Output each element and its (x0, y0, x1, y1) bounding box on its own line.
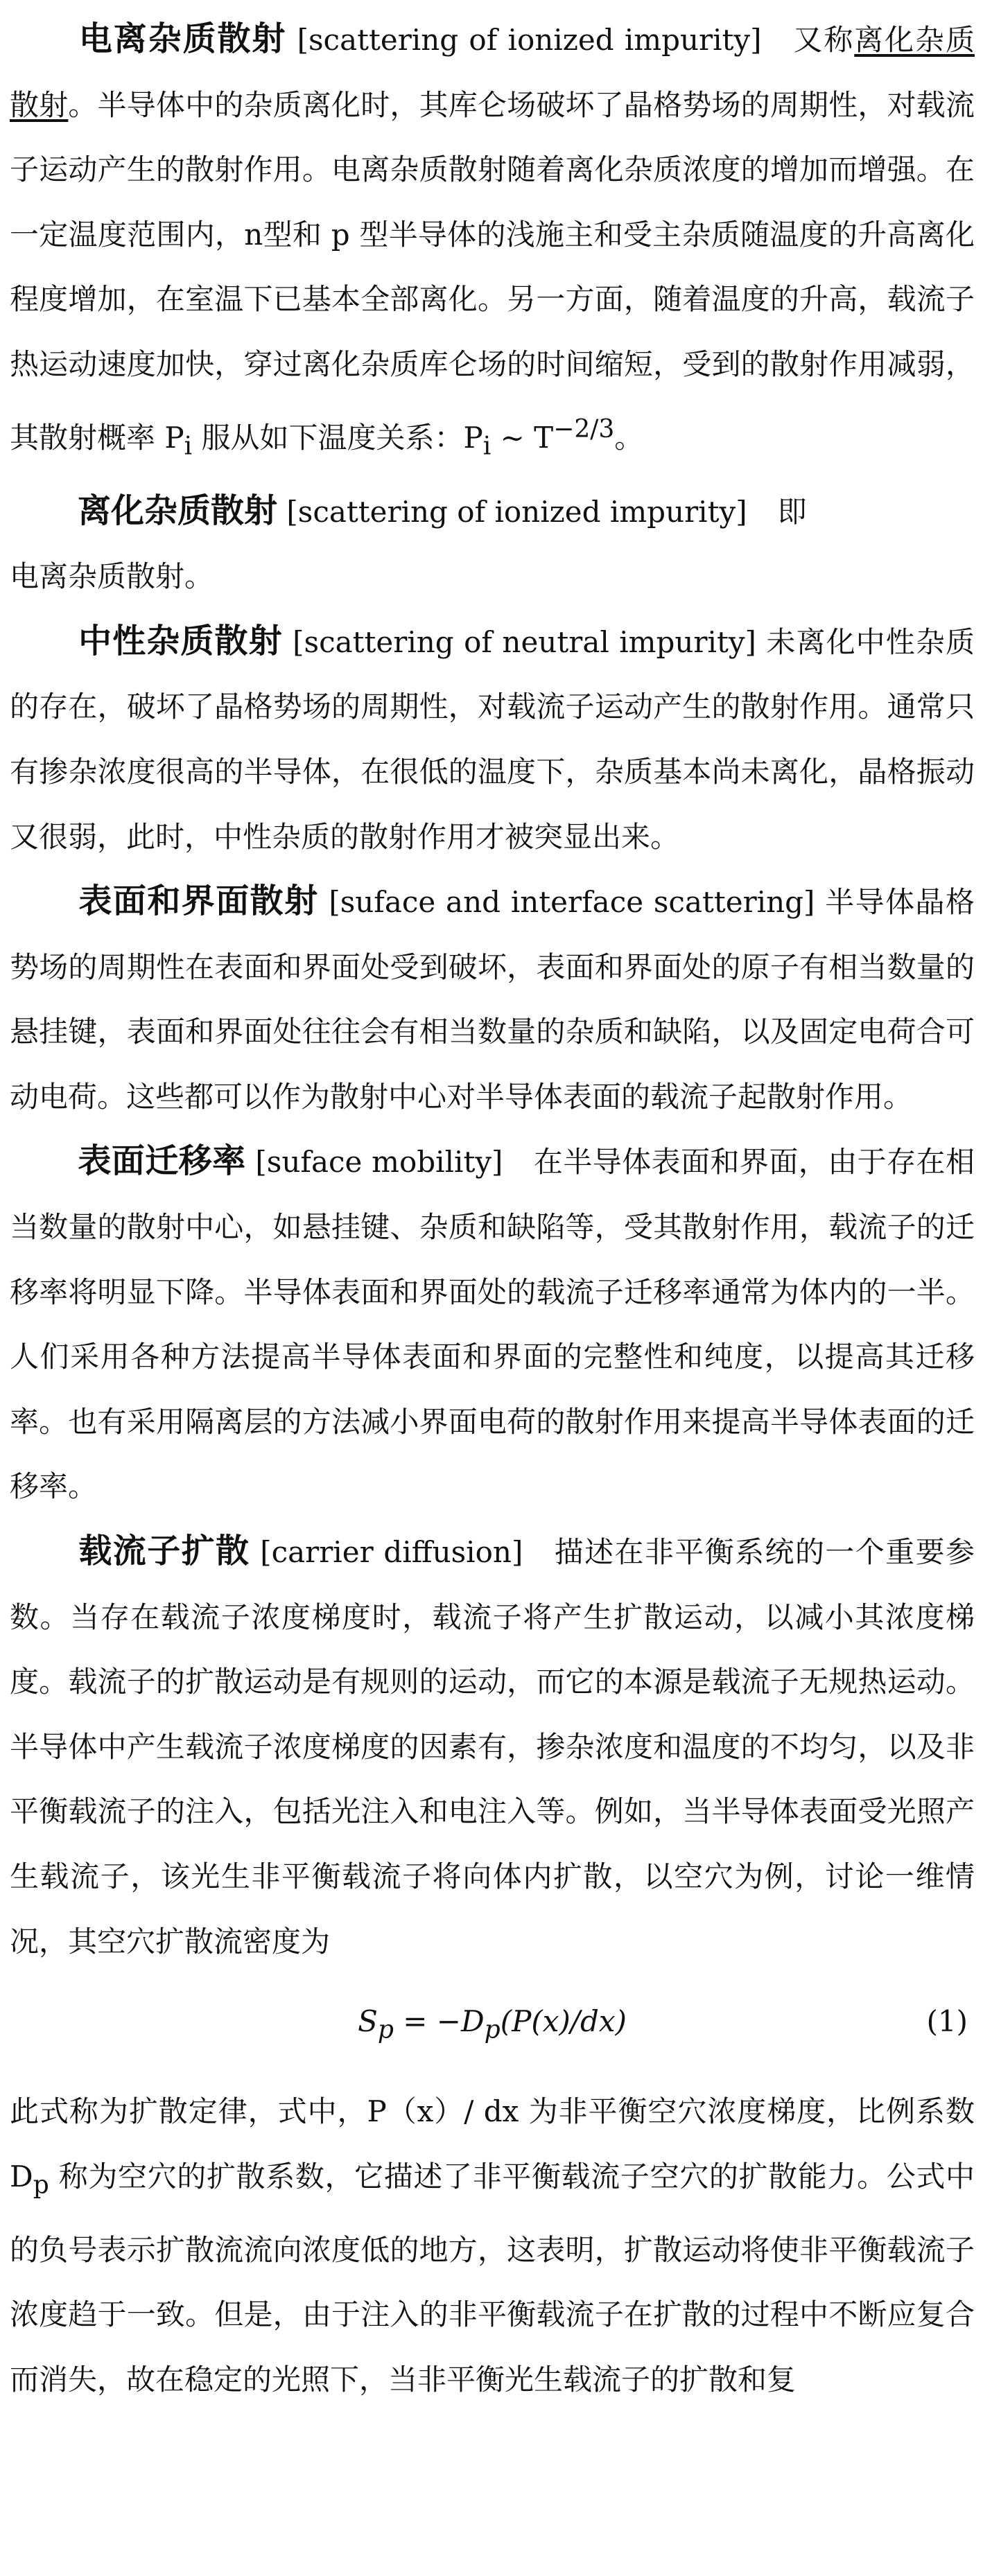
entry-text: 描述在非平衡系统的一个重要参数。当存在载流子浓度梯度时，载流子将产生扩散运动，以减小其浓度梯度。载流子的扩散运动是有规则的运动，而它的本源是载流子无规热运动。半导体中产生载流子浓度梯度的因素有，掺杂浓度和温度的不均匀，以及非平衡载流子的注入，包括光注入和电注入等。例如，当半导体表面受光照产生载流子，该光生非平衡载流子将向体内扩散，以空穴为例，讨论一维情况，其空穴扩散流密度为 (10, 1535, 975, 1959)
term-english: [suface and interface scattering] (329, 885, 815, 920)
term-title: 表面迁移率 (78, 1141, 246, 1181)
formula-expression: $S_p = -D_p(P(x)/dx)$ (358, 2004, 627, 2044)
entry-text-cont: 电离杂质散射。 (10, 559, 214, 594)
entry-carrier-diffusion (10, 1519, 975, 1974)
term-title: 电离杂质散射 (78, 19, 287, 58)
term-title: 表面和界面散射 (78, 882, 319, 921)
term-english: [scattering of ionized impurity] (286, 494, 747, 529)
entry-text: 即 (777, 494, 807, 529)
entry-ionized-impurity-scattering (10, 7, 975, 479)
term-english: [suface mobility] (255, 1145, 503, 1180)
entry-text: 未离化中性杂质的存在，破坏了晶格势场的周期性，对载流子运动产生的散射作用。通常只有掺杂浓度很高的半导体，在很低的温度下，杂质基本尚未离化，晶格振动又很弱，此时，中性杂质的散射作用才被突显出来。 (10, 624, 975, 854)
entry-text: 又称离化杂质散射。半导体中的杂质离化时，其库仑场破坏了晶格势场的周期性，对载流子运动产生的散射作用。电离杂质散射随着离化杂质浓度的增加而增强。在一定温度范围内，n型和 p 型半导体的浅施主和受主杂质随温度的升高离化程度增加，在室温下已基本全部离化。另一方面，随着温度的升高，载流子热运动速度加快，穿过离化杂质库仑场的时间缩短，受到的散射作用减弱，其散射概率 $P_i$ 服从如下温度关系：$P_i$ ∼ $T^{-2/3}$。 (10, 23, 975, 460)
entry-surface-interface-scattering (10, 869, 975, 1129)
term-english: [scattering of neutral impurity] (293, 624, 756, 659)
term-title: 载流子扩散 (78, 1532, 250, 1571)
formula-number: (1) (926, 2004, 968, 2039)
cross-reference-link[interactable]: 离化杂质散射 (10, 23, 975, 122)
entry-text: 在半导体表面和界面，由于存在相当数量的散射中心，如悬挂键、杂质和缺陷等，受其散射作用，载流子的迁移率将明显下降。半导体表面和界面处的载流子迁移率通常为体内的一半。人们采用各种方法提高半导体表面和界面的完整性和纯度，以提高其迁移率。也有采用隔离层的方法减小界面电荷的散射作用来提高半导体表面的迁移率。 (10, 1145, 975, 1504)
diffusion-formula (10, 1989, 975, 2065)
term-english: [scattering of ionized impurity] (297, 23, 762, 57)
entry-neutral-impurity-scattering (10, 609, 975, 869)
entry-surface-mobility (10, 1129, 975, 1519)
entry-text-after-formula: 此式称为扩散定律，式中，P（x）/ dx 为非平衡空穴浓度梯度，比例系数 $D_p$ 称为空穴的扩散系数，它描述了非平衡载流子空穴的扩散能力。公式中的负号表示扩散流流向浓度低的地方，这表明，扩散运动将使非平衡载流子浓度趋于一致。但是，由于注入的非平衡载流子在扩散的过程中不断应复合而消失，故在稳定的光照下，当非平衡光生载流子的扩散和复 (10, 2094, 975, 2397)
term-title: 离化杂质散射 (78, 491, 278, 530)
term-english: [carrier diffusion] (260, 1535, 523, 1570)
entry-text: 半导体晶格势场的周期性在表面和界面处受到破坏，表面和界面处的原子有相当数量的悬挂键，表面和界面处往往会有相当数量的杂质和缺陷，以及固定电荷合可动电荷。这些都可以作为散射中心对半导体表面的载流子起散射作用。 (10, 885, 975, 1114)
term-title: 中性杂质散射 (78, 621, 283, 660)
entry-ionized-impurity-scattering-alias (10, 479, 975, 609)
